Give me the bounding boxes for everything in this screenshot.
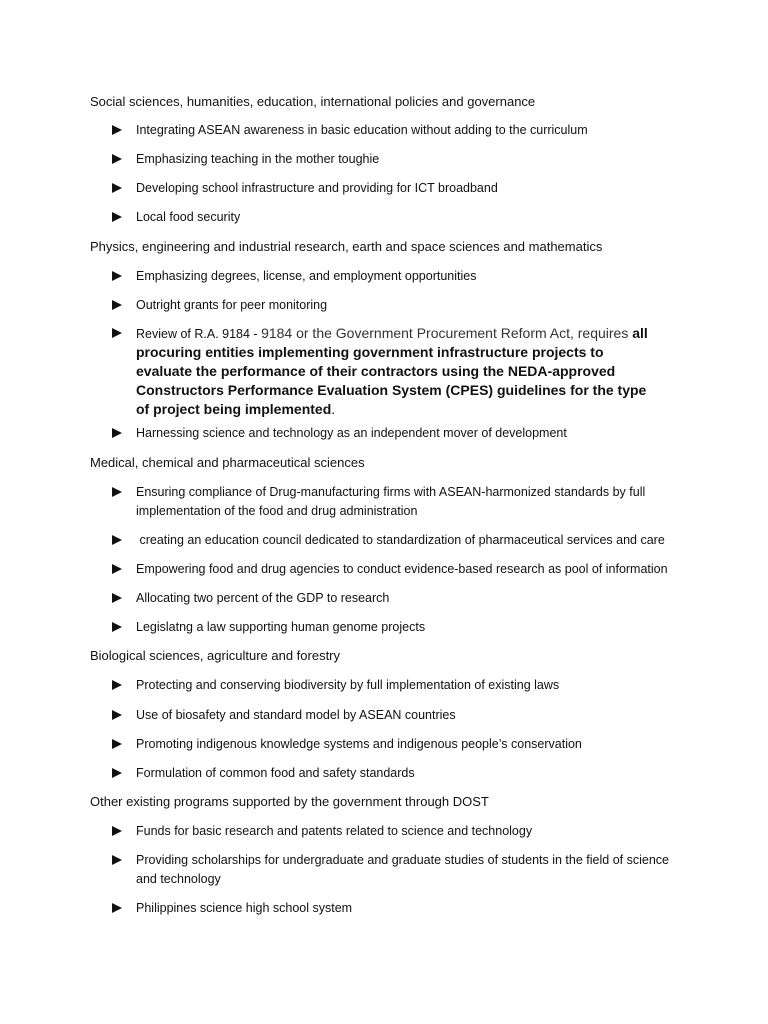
list-item-text: Protecting and conserving biodiversity by full implementation of existing laws <box>136 678 560 692</box>
list-item-text: Emphasizing teaching in the mother toughie <box>136 152 380 166</box>
list-item <box>112 899 692 918</box>
bullet-arrow-icon <box>112 125 122 135</box>
section-heading-other-programs: Other existing programs supported by the government through DOST <box>90 794 489 809</box>
bullet-arrow-icon <box>112 680 122 690</box>
bullet-arrow-icon <box>112 212 122 222</box>
bullet-arrow-icon <box>112 622 122 632</box>
bullet-arrow-icon <box>112 768 122 778</box>
section-heading-social-sciences: Social sciences, humanities, education, international policies and governance <box>90 94 536 109</box>
bullet-arrow-icon <box>112 154 122 164</box>
list-item <box>112 735 692 754</box>
list-item <box>112 531 692 550</box>
list-item-text: Funds for basic research and patents related to science and technology <box>136 824 533 838</box>
list-item <box>112 150 692 169</box>
list-item <box>112 296 692 315</box>
list-item-text: Local food security <box>136 210 241 224</box>
list-item <box>112 764 692 783</box>
list-item <box>112 179 692 198</box>
list-item <box>112 851 690 888</box>
list-item-review-ra-9184 <box>112 324 652 419</box>
section-heading-biological-sciences: Biological sciences, agriculture and forestry <box>90 648 341 663</box>
list-item-text: Developing school infrastructure and providing for ICT broadband <box>136 181 498 195</box>
list-item-text: Empowering food and drug agencies to conduct evidence-based research as pool of information <box>136 562 668 576</box>
bullet-arrow-icon <box>112 428 122 438</box>
bullet-arrow-icon <box>112 903 122 913</box>
bullet-arrow-icon <box>112 739 122 749</box>
list-item-text: Allocating two percent of the GDP to research <box>136 591 390 605</box>
review-end-text: . <box>331 401 336 417</box>
list-item-text: Integrating ASEAN awareness in basic education without adding to the curriculum <box>136 123 588 137</box>
list-item-text <box>136 324 652 419</box>
bullet-arrow-icon <box>112 487 122 497</box>
list-item <box>112 560 692 579</box>
section-heading-medical-chemical: Medical, chemical and pharmaceutical sciences <box>90 455 365 470</box>
list-item <box>112 208 692 227</box>
list-item <box>112 822 692 841</box>
review-lead-text: Review of R.A. 9184 - <box>136 327 262 341</box>
list-item <box>112 483 672 520</box>
list-item <box>112 121 692 140</box>
list-item-text: creating an education council dedicated to standardization of pharmaceutical services and care <box>136 533 665 547</box>
list-item-text: Harnessing science and technology as an independent mover of development <box>136 426 567 440</box>
bullet-arrow-icon <box>112 855 122 865</box>
list-item <box>112 267 692 286</box>
bullet-arrow-icon <box>112 535 122 545</box>
bullet-arrow-icon <box>112 564 122 574</box>
list-item-text: Formulation of common food and safety standards <box>136 766 415 780</box>
bullet-arrow-icon <box>112 271 122 281</box>
bullet-arrow-icon <box>112 710 122 720</box>
list-item-text: Philippines science high school system <box>136 901 353 915</box>
bullet-arrow-icon <box>112 183 122 193</box>
list-item <box>112 618 692 637</box>
list-item-text: Emphasizing degrees, license, and employment opportunities <box>136 269 477 283</box>
review-bold-text: all procuring entities implementing government infrastructure projects to evaluate the performance of their contractors using the NEDA-approved Constructors Performance Evaluation System (CPES) guidelines for the type of project being implemented <box>136 325 648 417</box>
list-item <box>112 424 692 443</box>
list-item <box>112 676 692 695</box>
list-item-text: Use of biosafety and standard model by ASEAN countries <box>136 708 456 722</box>
list-item-text: Ensuring compliance of Drug-manufacturing firms with ASEAN-harmonized standards by full implementation of the food and drug administration <box>136 485 646 518</box>
bullet-arrow-icon <box>112 593 122 603</box>
list-item-text: Legislatng a law supporting human genome projects <box>136 620 426 634</box>
bullet-arrow-icon <box>112 328 122 338</box>
section-heading-physics-engineering: Physics, engineering and industrial research, earth and space sciences and mathematics <box>90 239 603 254</box>
review-description-text: 9184 or the Government Procurement Reform Act, requires <box>261 325 633 341</box>
list-item <box>112 706 692 725</box>
list-item-text: Promoting indigenous knowledge systems and indigenous people’s conservation <box>136 737 582 751</box>
bullet-arrow-icon <box>112 300 122 310</box>
bullet-arrow-icon <box>112 826 122 836</box>
list-item <box>112 589 692 608</box>
list-item-text: Outright grants for peer monitoring <box>136 298 328 312</box>
list-item-text: Providing scholarships for undergraduate and graduate studies of students in the field of science and technology <box>136 853 669 886</box>
